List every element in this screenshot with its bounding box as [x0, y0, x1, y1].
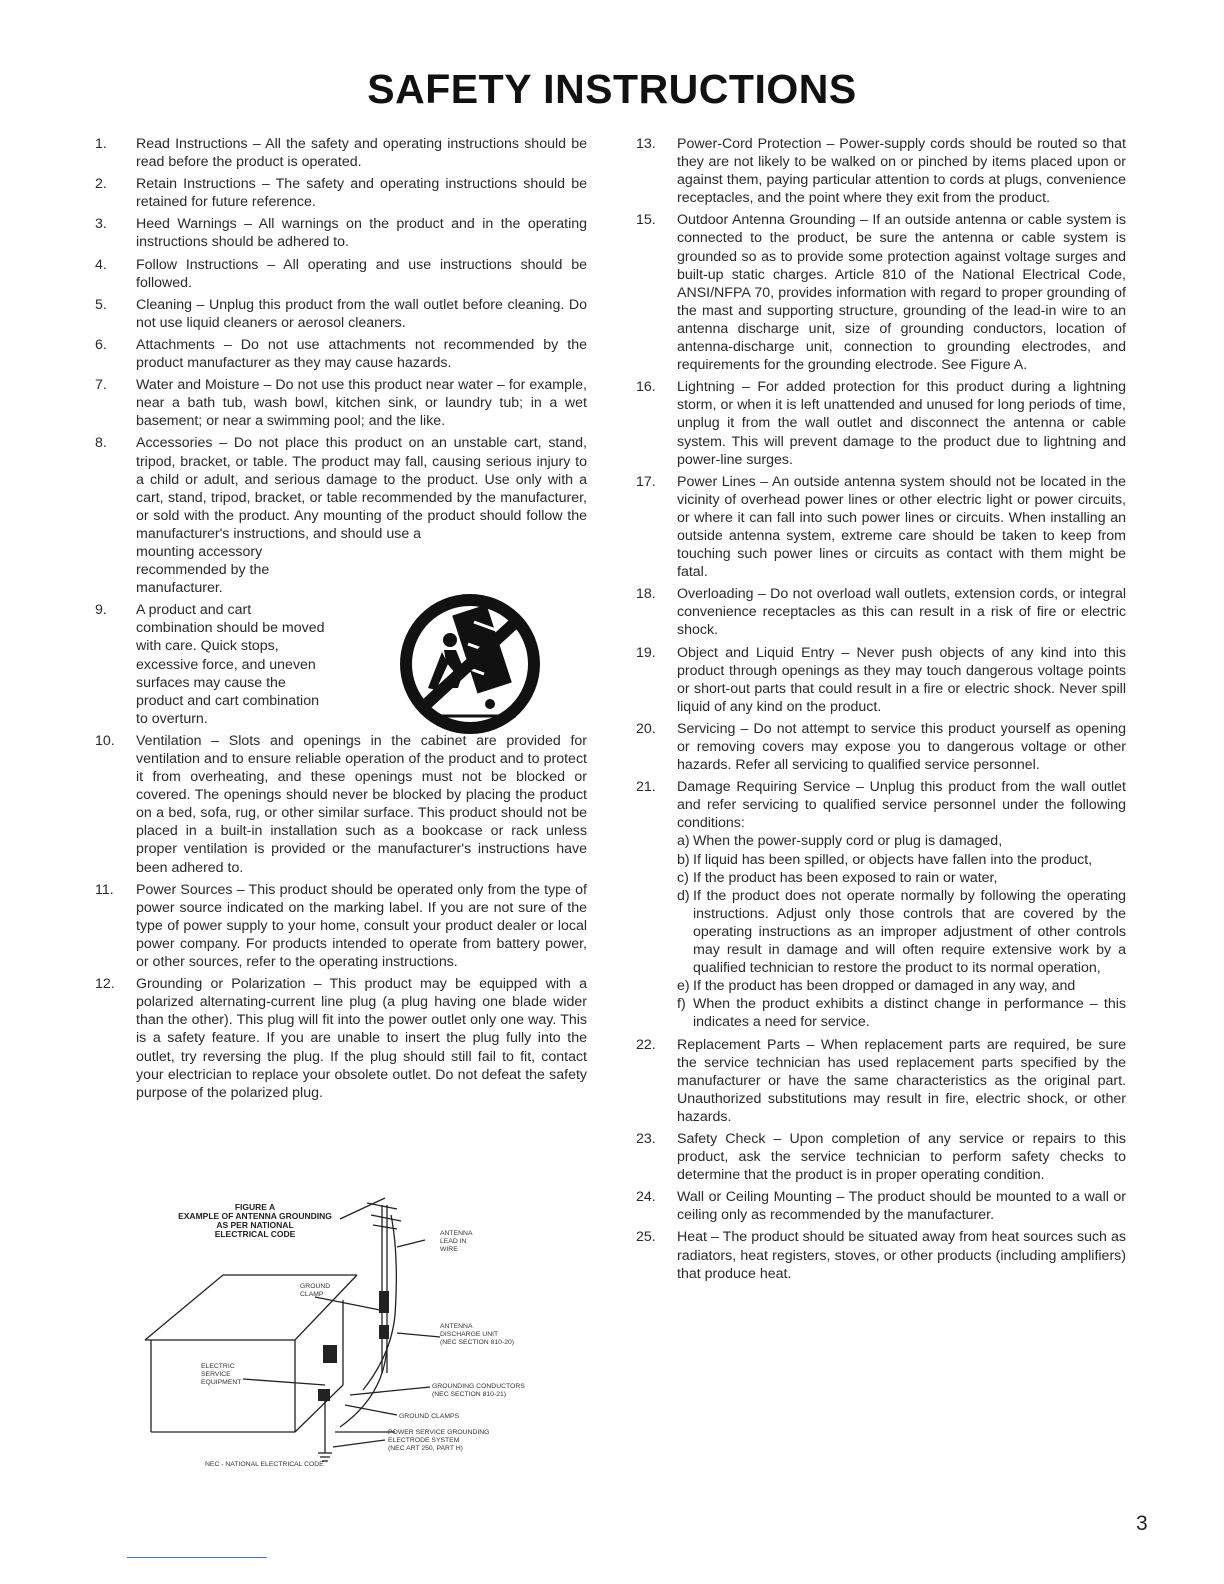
item-number: 16. — [636, 379, 656, 396]
item-number: 1. — [95, 136, 107, 152]
condition-item — [677, 832, 1126, 850]
item-number: 15. — [636, 212, 656, 229]
grounding-electrode-label — [388, 1429, 489, 1453]
instruction-item — [95, 256, 587, 292]
condition-item — [677, 851, 1126, 869]
item-number: 7. — [95, 377, 107, 394]
figure-caption: AS PER NATIONAL — [216, 1220, 294, 1230]
item-text: Accessories – Do not place this product on an unstable cart, stand, tripod, bracket, or table. The product may fall, causing serious injury to a child or adult, and serious damage to the product. Use only with a cart, stand, tripod, bracket, or table recommended by the manufacturer, or sold with the product. Any mounting of the product should follow the manufacturer's instructions, and should use a — [136, 435, 587, 542]
label-line: SERVICE — [201, 1371, 231, 1378]
condition-text: If the product has been dropped or damaged in any way, and — [693, 978, 1076, 995]
grounding-conductors-label — [432, 1383, 525, 1399]
figure-caption: ELECTRICAL CODE — [214, 1229, 296, 1239]
item-text: Water and Moisture – Do not use this product near water – for example, near a bath tub, wash bowl, kitchen sink, or laundry tub; in a wet basement; or near a swimming pool; and the like. — [136, 377, 587, 430]
condition-item — [677, 977, 1126, 995]
label-line: CLAMP — [300, 1291, 324, 1298]
item-number: 20. — [636, 720, 656, 737]
condition-letter: a) — [677, 833, 690, 850]
instruction-item — [636, 211, 1126, 374]
item-text: Replacement Parts – When replacement parts are required, be sure the service technician has used replacement parts specified by the manufacturer or have the same characteristics as the original part. Unauthorized substitutions may result in fire, electric shock, or other hazards. — [677, 1036, 1126, 1125]
item-number: 10. — [95, 732, 115, 749]
instruction-item — [636, 720, 1126, 774]
ground-clamps-label: GROUND CLAMPS — [399, 1413, 460, 1420]
instruction-item — [95, 881, 587, 971]
item-text: Attachments – Do not use attachments not recommended by the product manufacturer as they may cause hazards. — [136, 336, 587, 372]
condition-text: When the product exhibits a distinct change in performance – this indicates a need for service. — [693, 996, 1126, 1031]
item-text: Power-Cord Protection – Power-supply cords should be routed so that they are not likely to be walked on or pinched by items placed upon or against them, paying particular attention to cords at plugs, convenience receptacles, and the point where they exit from the product. — [677, 136, 1126, 207]
label-line: (NEC SECTION 810-21) — [432, 1391, 507, 1398]
condition-letter: d) — [677, 887, 690, 904]
label-line: ANTENNA — [440, 1323, 473, 1330]
label-line: (NEC ART 250, PART H) — [388, 1445, 463, 1452]
instruction-item — [636, 135, 1126, 207]
item-number: 4. — [95, 256, 107, 273]
label-line: POWER SERVICE GROUNDING — [388, 1429, 490, 1436]
item-number: 21. — [636, 779, 656, 796]
instruction-item — [95, 215, 587, 251]
instruction-item — [95, 336, 587, 372]
item-number: 18. — [636, 586, 656, 603]
item-number: 25. — [636, 1229, 656, 1246]
item-text: Lightning – For added protection for this product during a lightning storm, or when it is left unattended and unused for long periods of time, unplug it from the wall outlet and disconnect the antenna or cable system. This will prevent damage to the product due to lightning and power-line surges. — [677, 379, 1126, 468]
item-text: Read Instructions – All the safety and operating instructions should be read before the product is operated. — [136, 136, 587, 171]
page-title: SAFETY INSTRUCTIONS — [367, 66, 857, 112]
condition-item — [677, 995, 1126, 1031]
item-number: 8. — [95, 435, 107, 452]
item-text-continued: mounting accessory recommended by the manufacturer. — [136, 543, 270, 597]
item-text: Follow Instructions – All operating and use instructions should be followed. — [136, 256, 587, 291]
instruction-item — [95, 175, 587, 211]
ground-clamp-label — [300, 1283, 330, 1299]
label-line: ANTENNA — [440, 1230, 473, 1237]
item-text: Safety Check – Upon completion of any service or repairs to this product, ask the service technician to perform safety checks to determine that the product is in proper operating condition. — [677, 1130, 1126, 1184]
figure-label: FIGURE A — [234, 1202, 276, 1212]
label-line: ELECTRODE SYSTEM — [388, 1437, 460, 1444]
item-text: A product and cart combination should be moved with care. Quick stops, excessive force, and uneven surfaces may cause the product and cart combination to overturn. — [136, 602, 325, 727]
instruction-item — [95, 434, 587, 597]
item-number: 12. — [95, 976, 115, 993]
condition-letter: c) — [677, 869, 689, 886]
label-line: GROUND — [300, 1283, 331, 1290]
electric-service-label — [201, 1363, 241, 1387]
instruction-item — [636, 1188, 1126, 1224]
item-text: Wall or Ceiling Mounting – The product should be mounted to a wall or ceiling only as recommended by the manufacturer. — [677, 1189, 1126, 1224]
item-number: 2. — [95, 176, 107, 193]
item-text: Power Sources – This product should be operated only from the type of power source indicated on the marking label. If you are not sure of the type of power supply to your home, consult your product dealer or local power company. For products intended to operate from battery power, or other sources, refer to the operating instructions. — [136, 881, 587, 971]
item-text: Power Lines – An outside antenna system should not be located in the vicinity of overhead power lines or other electric light or power circuits, or where it can fall into such power lines or circuits. When installing an outside antenna system, extreme care should be taken to keep from touching such power lines or circuits as contact with them might be fatal. — [677, 473, 1126, 581]
instruction-item — [636, 473, 1126, 582]
label-line: LEAD IN — [440, 1238, 467, 1245]
page-number: 3 — [1136, 1512, 1148, 1535]
condition-item — [677, 887, 1126, 977]
discharge-unit-label — [440, 1323, 514, 1347]
instruction-item — [95, 135, 587, 171]
item-text: Damage Requiring Service – Unplug this product from the wall outlet and refer servicing to qualified service personnel under the following conditions: — [677, 779, 1126, 832]
condition-letter: b) — [677, 851, 690, 868]
condition-letter: e) — [677, 978, 690, 995]
item-number: 11. — [95, 881, 114, 898]
condition-text: When the power-supply cord or plug is damaged, — [693, 833, 1003, 850]
condition-text: If liquid has been spilled, or objects have fallen into the product, — [693, 851, 1093, 868]
item-number: 23. — [636, 1130, 656, 1147]
label-line: GROUNDING CONDUCTORS — [432, 1383, 525, 1390]
instruction-item — [95, 296, 587, 332]
label-line: DISCHARGE UNIT — [440, 1331, 499, 1338]
item-text: Ventilation – Slots and openings in the cabinet are provided for ventilation and to ensure reliable operation of the product and to protect it from overheating, and these openings must not be blocked or covered. The openings should never be blocked by placing the product on a bed, sofa, rug, or other similar surface. This product should not be placed in a built-in installation such as a bookcase or rack unless proper ventilation is provided or the manufacturer's instructions have been adhered to. — [136, 732, 587, 876]
item-number: 24. — [636, 1189, 656, 1206]
item-number: 5. — [95, 296, 107, 313]
condition-text: If the product has been exposed to rain or water, — [693, 869, 998, 886]
instruction-item — [636, 1036, 1126, 1126]
instruction-item — [95, 732, 587, 877]
instruction-item — [636, 585, 1126, 639]
item-text: Overloading – Do not overload wall outlets, extension cords, or integral convenience receptacles as this can result in a risk of fire or electric shock. — [677, 586, 1126, 639]
label-line: ELECTRIC — [201, 1363, 235, 1370]
figure-caption: EXAMPLE OF ANTENNA GROUNDING — [178, 1211, 332, 1221]
item-number: 6. — [95, 336, 107, 353]
condition-letter: f) — [677, 996, 686, 1013]
item-number: 9. — [95, 602, 107, 619]
instruction-item — [636, 1130, 1126, 1184]
condition-item — [677, 869, 1126, 887]
item-text: Object and Liquid Entry – Never push objects of any kind into this product through openings as they may touch dangerous voltage points or short-out parts that could result in a fire or electric shock. Never spill liquid of any kind on the product. — [677, 644, 1126, 715]
nec-note: NEC - NATIONAL ELECTRICAL CODE — [205, 1461, 324, 1468]
label-line: EQUIPMENT — [201, 1379, 242, 1386]
item-text: Outdoor Antenna Grounding – If an outside antenna or cable system is connected to the product, be sure the antenna or cable system is grounded so as to provide some protection against voltage surges and built-up static charges. Article 810 of the National Electrical Code, ANSI/NFPA 70, provides information with regard to proper grounding of the mast and supporting structure, grounding of the lead-in wire to an antenna discharge unit, size of grounding conductors, location of antenna-discharge unit, connection to grounding electrodes, and requirements for the grounding electrode. See Figure A. — [677, 212, 1126, 374]
condition-text: If the product does not operate normally by following the operating instructions. Adjust only those controls that are covered by the operating instructions as an improper adjustment of other controls may result in damage and will often require extensive work by a qualified technician to restore the product to its normal operation, — [693, 887, 1126, 977]
item-number: 3. — [95, 216, 107, 233]
item-number: 19. — [636, 644, 656, 661]
instruction-item — [636, 1228, 1126, 1282]
right-column — [636, 135, 1126, 1287]
instruction-item — [636, 644, 1126, 716]
item-text: Retain Instructions – The safety and operating instructions should be retained for future reference. — [136, 176, 587, 211]
figure-title — [165, 1203, 345, 1239]
item-text: Cleaning – Unplug this product from the wall outlet before cleaning. Do not use liquid cleaners or aerosol cleaners. — [136, 296, 587, 331]
item-text: Grounding or Polarization – This product may be equipped with a polarized alternating-current line plug (a plug having one blade wider than the other). This plug will fit into the power outlet only one way. This is a safety feature. If you are unable to insert the plug fully into the outlet, try reversing the plug. If the plug should still fail to fit, contact your electrician to replace your obsolete outlet. Do not defeat the safety purpose of the polarized plug. — [136, 976, 587, 1101]
instruction-item — [95, 975, 587, 1102]
cart-tipover-warning-icon — [398, 592, 542, 736]
instruction-item — [636, 378, 1126, 468]
item-text: Heat – The product should be situated away from heat sources such as radiators, heat registers, stoves, or other products (including amplifiers) that produce heat. — [677, 1229, 1126, 1282]
item-text: Heed Warnings – All warnings on the product and in the operating instructions should be adhered to. — [136, 216, 587, 251]
label-line: WIRE — [440, 1246, 458, 1253]
instruction-item — [95, 376, 587, 430]
label-line: (NEC SECTION 810-20) — [440, 1339, 515, 1346]
item-number: 22. — [636, 1036, 656, 1053]
item-number: 17. — [636, 473, 656, 490]
item-number: 13. — [636, 136, 656, 152]
antenna-grounding-figure — [135, 1195, 555, 1480]
antenna-lead-in-label — [440, 1230, 472, 1254]
item-text: Servicing – Do not attempt to service this product yourself as opening or removing covers may expose you to dangerous voltage or other hazards. Refer all servicing to qualified service personnel. — [677, 720, 1126, 774]
footer-link-underline — [127, 1557, 267, 1558]
instruction-item — [636, 778, 1126, 1031]
